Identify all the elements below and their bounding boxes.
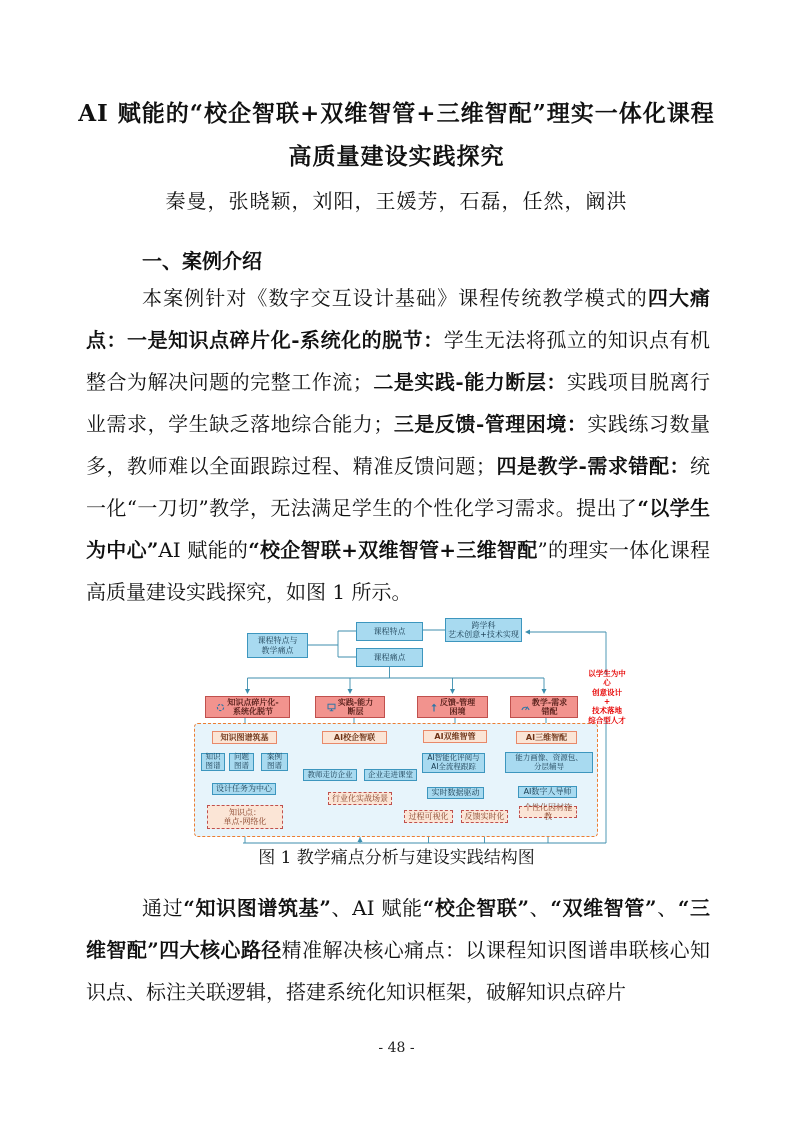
node-case-map: 案例 图谱 [261, 753, 288, 771]
pain4-label: 教学-需求 错配 [531, 697, 568, 716]
figure-1-diagram [190, 616, 640, 848]
node-pain-practice-gap [315, 696, 385, 718]
side-note-student-centered: 以学生为中心 创意设计 + 技术落地 综合型人才 [584, 675, 630, 719]
monitor-icon [327, 703, 336, 712]
node-interdisciplinary: 跨学科 艺术创意+技术实现 [445, 618, 522, 642]
node-pain-knowledge-fragmentation [205, 696, 290, 718]
pain2-label: 实践-能力 断层 [337, 697, 374, 716]
pain1-label: 知识点碎片化- 系统化脱节 [227, 697, 279, 716]
page-title-line2: 高质量建设实践探究 [288, 143, 505, 170]
gauge-icon [521, 703, 530, 712]
node-pain-feedback-management [417, 696, 488, 718]
node-course-painpoints: 课程痛点 [356, 648, 423, 667]
person-arrow-icon [430, 703, 438, 712]
authors-line: 秦曼，张晓颖，刘阳，王媛芳，石磊，任然，阚洪 [165, 189, 628, 213]
node-pain-teaching-mismatch [510, 696, 578, 718]
node-ai-digital-tutor: AI数字人导师 [518, 786, 577, 798]
pain3-label: 反馈-管理 困境 [439, 697, 476, 716]
node-enterprise-into-classroom: 企业走进课堂 [364, 769, 417, 781]
page-number: - 48 - [378, 1040, 415, 1056]
node-knowledge-point-networked: 知识点： 单点-网络化 [207, 805, 283, 829]
page-title-line1: AI 赋能的“校企智联+双维智管+三维智配”理实一体化课程 [78, 100, 715, 127]
node-knowledge-graph-base: 知识图谱筑基 [212, 731, 277, 744]
node-knowledge-map: 知识 图谱 [201, 753, 225, 771]
node-industry-practice-scene: 行业化实战场景 [328, 792, 392, 805]
node-problem-map: 问题 图谱 [229, 753, 254, 771]
node-personalized-teaching: 个性化因材施教 [519, 806, 577, 818]
node-design-task-centered: 设计任务为中心 [212, 783, 276, 795]
node-ability-profile-resources: 能力画像、资源包、 分层辅导 [505, 752, 593, 773]
section-heading: 一、案例介绍 [142, 249, 262, 273]
cycle-icon [216, 703, 225, 712]
node-ai-school-enterprise: AI校企智联 [322, 731, 387, 744]
paragraph-2: 通过“知识图谱筑基”、AI 赋能“校企智联”、“双维智管”、“三维智配”四大核心路径精准解决核心痛点：以课程知识图谱串联核心知识点、标注关联逻辑，搭建系统化知识框架，破解知识点碎片 [86, 896, 711, 1004]
figure-caption: 图 1 教学痛点分析与建设实践结构图 [258, 848, 535, 868]
node-realtime-feedback: 反馈实时化 [461, 810, 508, 823]
node-process-visualization: 过程可视化 [404, 810, 453, 823]
node-ai-review-tracking: AI智能化评阅与 AI全流程跟踪 [422, 753, 485, 773]
paragraph-1: 本案例针对《数字交互设计基础》课程传统教学模式的四大痛点：一是知识点碎片化-系统化的脱节：学生无法将孤立的知识点有机整合为解决问题的完整工作流；二是实践-能力断层：实践项目脱离行业需求，学生缺乏落地综合能力；三是反馈-管理困境：实践练习数量多，教师难以全面跟踪过程、精准反馈问题；四是教学-需求错配：统一化“一刀切”教学，无法满足学生的个性化学习需求。提出了“以学生为中心”AI 赋能的“校企智联+双维智管+三维智配”的理实一体化课程高质量建设实践探究，如图 1 所示。 [86, 286, 711, 604]
node-teachers-visit-enterprise: 教师走访企业 [303, 769, 357, 781]
node-ai-triple-matching: AI三维智配 [516, 731, 577, 744]
node-course-features: 课程特点 [356, 622, 423, 641]
node-ai-dual-management: AI双维智管 [423, 730, 487, 743]
node-course-features-painpoints: 课程特点与 教学痛点 [247, 633, 308, 658]
node-realtime-data-driven: 实时数据驱动 [427, 787, 484, 799]
